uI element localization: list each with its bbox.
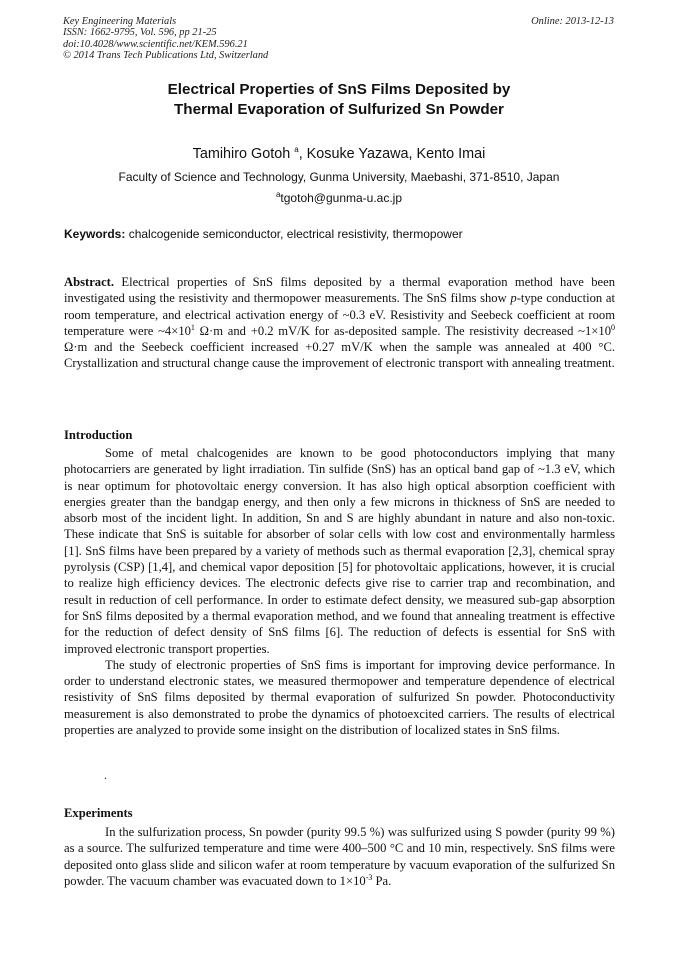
affiliation: Faculty of Science and Technology, Gunma University, Maebashi, 371-8510, Japan — [118, 170, 560, 184]
author-mark: a — [294, 145, 299, 155]
experiments-body — [64, 824, 615, 889]
abstract-text-3: Ω·m and +0.2 mV/K for as-deposited sample. The resistivity decreased ~1×10 — [194, 323, 611, 338]
keywords-label: Keywords: — [64, 227, 126, 241]
exponent-2: 0 — [611, 322, 615, 332]
journal-name: Key Engineering Materials — [63, 16, 177, 27]
pressure-base: 10 — [353, 873, 366, 888]
online-date: Online: 2013-12-13 — [531, 16, 614, 27]
title-line-2: Thermal Evaporation of Sulfurized Sn Powder — [174, 101, 504, 118]
introduction-heading: Introduction — [64, 428, 133, 442]
email-address[interactable]: tgotoh@gunma-u.ac.jp — [280, 191, 403, 205]
abstract-text-2: -type conduction at room temperature, and electrical activation energy of ~0.3 eV. Resistivity and Seebeck coefficient at room temperature were ~4×10 — [64, 291, 615, 338]
intro-paragraph-1: Some of metal chalcogenides are known to be good photoconductors implying that many photocarriers are generated by light irradiation. Tin sulfide (SnS) has an optical band gap of ~1.3 eV, which is near optimum for photovoltaic energy conversion. It has also high optical absorption coefficient with energies greater than the bandgap energy, and then only a few microns in thickness of SnS are needed to absorb most of the incident light. In addition, Sn and S are highly abundant in nature and also non-toxic. These indicate that SnS is suitable for absorber of solar cells with low cost and environmentally harmless [1]. SnS films have been prepared by a variety of methods such as thermal evaporation [2,3], chemical spray pyrolysis (CSP) [1,4], and chemical vapor deposition [5] for photovoltaic applications, however, it is crucial to realize high efficiency devices. The electronic defects give rise to carrier trap and recombination, and result in reduction of cell performance. In order to estimate defect density, we measured sub-gap absorption for SnS films deposited by a thermal evaporation method, and we found that annealing treatment is effective for the reduction of defect density of SnS films [6]. The reduction of defects is essential for SnS with improved electronic transport properties. — [64, 446, 615, 656]
stray-dot: . — [104, 768, 107, 782]
paper-title — [0, 80, 678, 120]
title-line-1: Electrical Properties of SnS Films Deposited by — [167, 81, 511, 98]
experiments-heading: Experiments — [64, 806, 133, 820]
times-sign: × — [345, 873, 354, 888]
intro-paragraph-2: The study of electronic properties of SnS fims is important for improving device performance. In order to understand electronic states, we measured thermopower and temperature dependence of electrical resistivity of SnS films deposited by thermal evaporation of sulfurized Sn powder. Photoconductivity measurement is also demonstrated to probe the dynamics of photoexcited carriers. The results of electrical properties are analyzed to provide some insight on the distribution of localized states in SnS films. — [64, 657, 615, 738]
author-list — [0, 145, 678, 163]
other-authors: , Kosuke Yazawa, Kento Imai — [298, 146, 486, 162]
author-email — [0, 190, 678, 206]
abstract-paragraph — [64, 274, 615, 372]
pressure-exponent: -3 — [365, 872, 373, 882]
journal-header — [63, 16, 268, 62]
author-gotoh: Tamihiro Gotoh — [192, 146, 291, 162]
p-type-italic: p — [510, 291, 517, 306]
copyright-line: © 2014 Trans Tech Publications Ltd, Switzerland — [63, 50, 269, 62]
email-mark: a — [275, 190, 281, 199]
keywords-line — [64, 226, 624, 242]
introduction-body — [64, 445, 615, 738]
issn-line: ISSN: 1662-9795, Vol. 596, pp 21-25 — [63, 27, 217, 39]
pressure-unit: Pa. — [372, 873, 392, 888]
exponent-1: 1 — [190, 322, 195, 332]
experiments-text: In the sulfurization process, Sn powder (purity 99.5 %) was sulfurized using S powder (purity 99 %) as a source. The sulfurized temperature and time were 400–500 °C and 10 min, respectively. SnS films were deposited onto glass slide and silicon wafer at room temperature by vacuum evaporation of the sulfurized Sn powder. The vacuum chamber was evacuated down to 1 — [64, 825, 615, 888]
doi-line: doi:10.4028/www.scientific.net/KEM.596.21 — [63, 38, 248, 50]
abstract-text-4: Ω·m and the Seebeck coefficient increased +0.27 mV/K when the sample was annealed at 400 °C. Crystallization and structural change cause the improvement of electronic transport with annealing treatment. — [64, 340, 615, 371]
experiments-paragraph — [64, 824, 615, 889]
abstract-label: Abstract. — [64, 275, 115, 289]
abstract-text-1: Electrical properties of SnS films deposited by a thermal evaporation method have been investigated using the resistivity and thermopower measurements. The SnS films show — [64, 275, 615, 306]
abstract — [64, 274, 615, 372]
keywords-text: chalcogenide semiconductor, electrical resistivity, thermopower — [125, 227, 463, 241]
